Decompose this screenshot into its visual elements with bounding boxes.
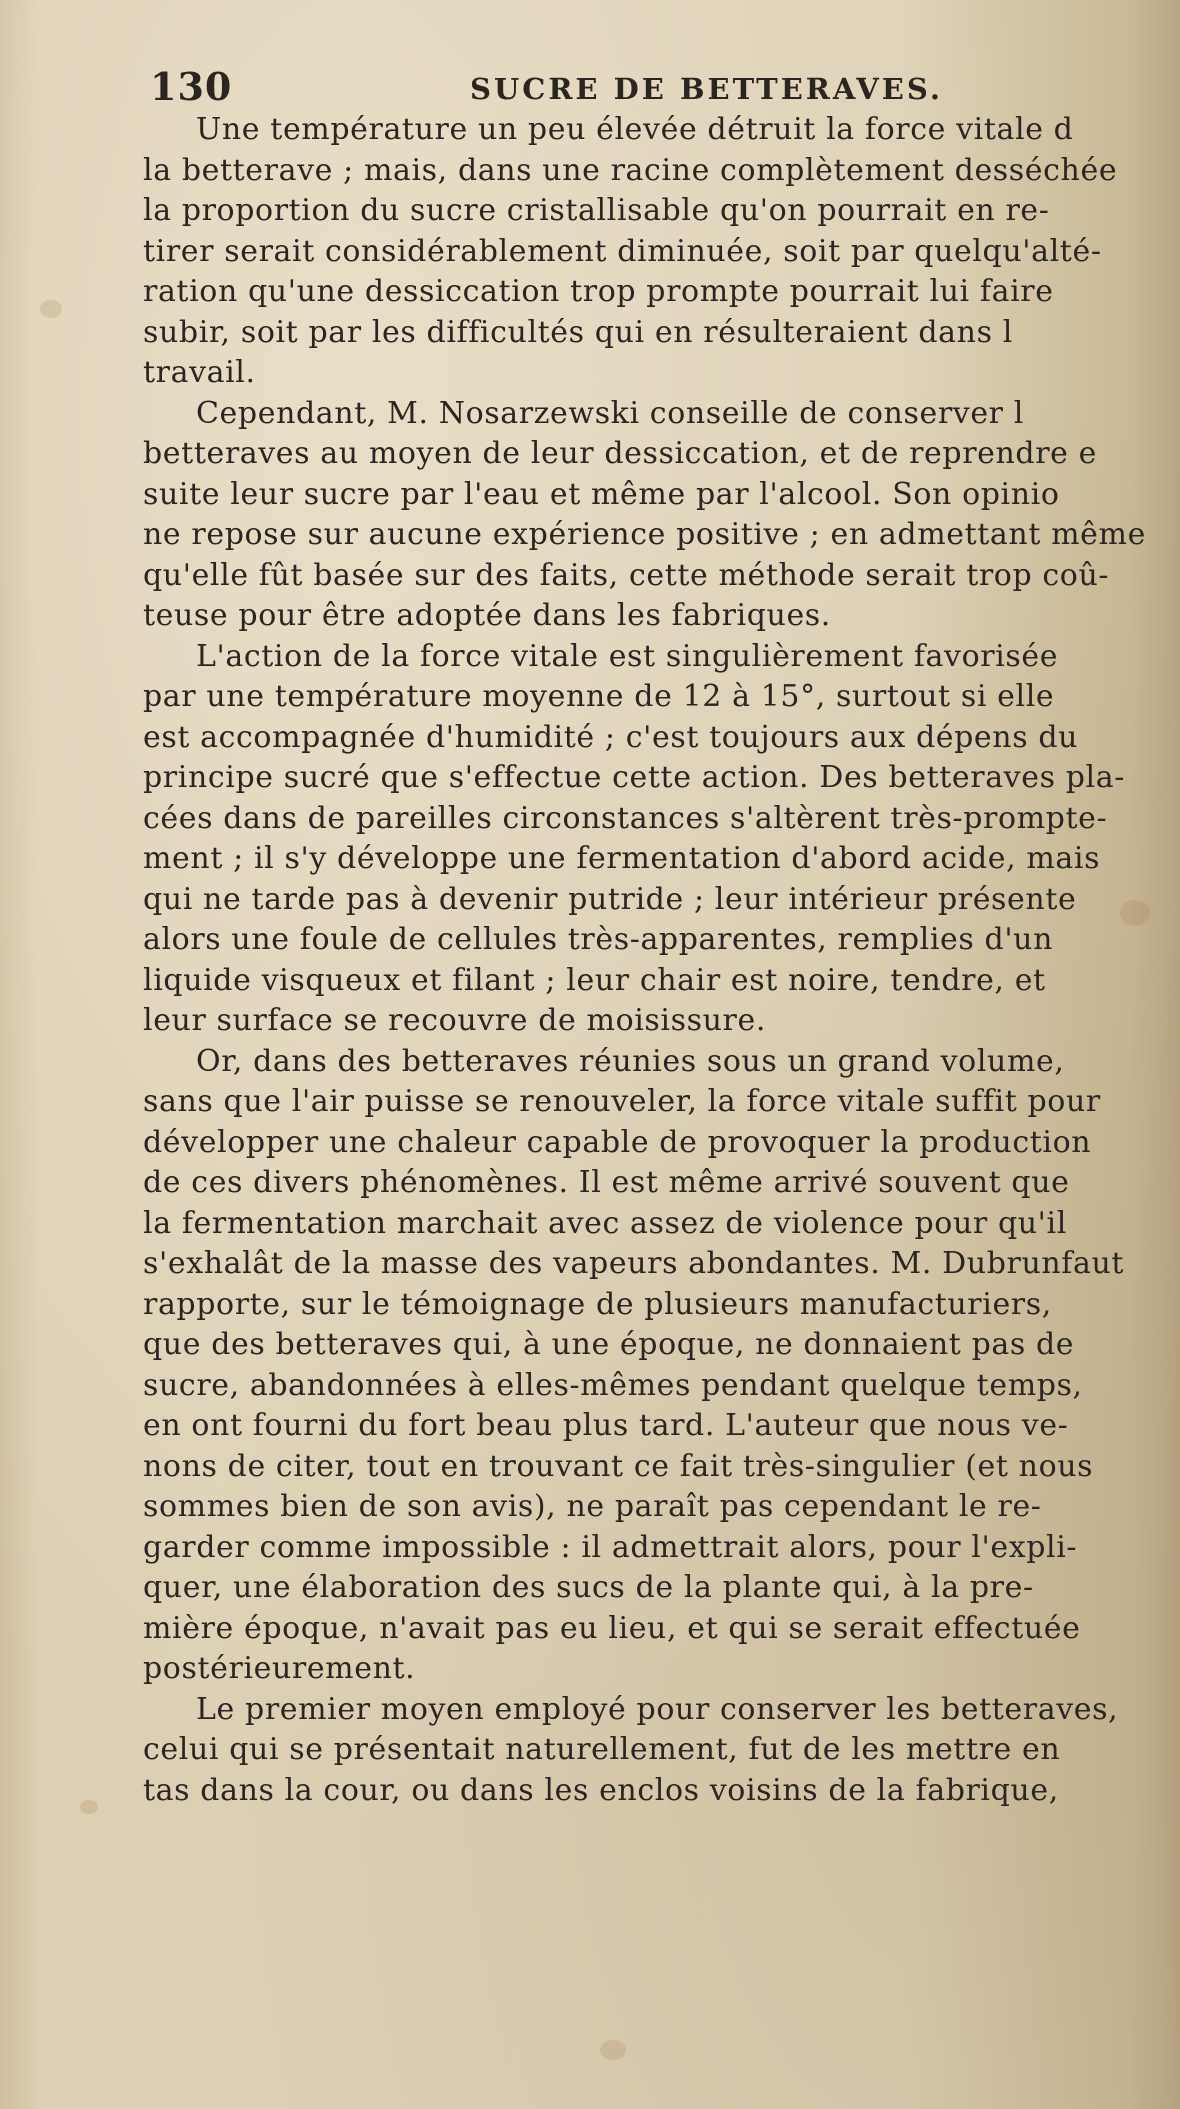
text-line: la betterave ; mais, dans une racine complètement desséchée (143, 152, 1118, 188)
text-line: ne repose sur aucune expérience positive ; en admettant même (143, 517, 1146, 552)
text-line: Une température un peu élevée détruit la force vitale d (196, 112, 1074, 147)
text-line: alors une foule de cellules très-apparentes, remplies d'un (143, 922, 1054, 957)
text-line: principe sucré que s'effectue cette action. Des betteraves pla- (143, 760, 1125, 795)
page-header (140, 64, 980, 110)
text-line: s'exhalât de la masse des vapeurs abondantes. M. Dubrunfaut (143, 1246, 1125, 1281)
text-line: cées dans de pareilles circonstances s'altèrent très-prompte- (143, 800, 1108, 836)
text-line: est accompagnée d'humidité ; c'est toujours aux dépens du (143, 719, 1079, 755)
text-line: subir, soit par les difficultés qui en résulteraient dans l (143, 314, 1013, 350)
text-line: Le premier moyen employé pour conserver les betteraves, (196, 1691, 1119, 1727)
text-line: qui ne tarde pas à devenir putride ; leur intérieur présente (143, 881, 1077, 917)
text-line: teuse pour être adoptée dans les fabriques. (143, 598, 831, 633)
text-line: quer, une élaboration des sucs de la plante qui, à la pre- (143, 1570, 1034, 1605)
paper-stain (80, 1800, 98, 1814)
text-line: sucre, abandonnées à elles-mêmes pendant quelque temps, (143, 1367, 1083, 1403)
text-line: liquide visqueux et filant ; leur chair est noire, tendre, et (143, 962, 1046, 998)
text-line: tirer serait considérablement diminuée, soit par quelqu'alté- (143, 233, 1102, 269)
text-line: travail. (143, 355, 256, 390)
text-line: nons de citer, tout en trouvant ce fait très-singulier (et nous (143, 1448, 1094, 1484)
text-line: rapporte, sur le témoignage de plusieurs manufacturiers, (143, 1286, 1052, 1322)
page-number: 130 (150, 64, 233, 109)
text-line: en ont fourni du fort beau plus tard. L'auteur que nous ve- (143, 1408, 1069, 1443)
text-line: Cependant, M. Nosarzewski conseille de conserver l (196, 395, 1024, 431)
text-line: tas dans la cour, ou dans les enclos voisins de la fabrique, (143, 1772, 1059, 1808)
text-line: garder comme impossible : il admettrait alors, pour l'expli- (143, 1529, 1078, 1565)
text-line: de ces divers phénomènes. Il est même arrivé souvent que (143, 1165, 1070, 1200)
text-line: betteraves au moyen de leur dessiccation, et de reprendre e (143, 436, 1098, 471)
text-line: sans que l'air puisse se renouveler, la force vitale suffit pour (143, 1084, 1101, 1119)
text-line: qu'elle fût basée sur des faits, cette méthode serait trop coû- (143, 557, 1110, 593)
text-line: suite leur sucre par l'eau et même par l'alcool. Son opinio (143, 476, 1060, 512)
text-line: la fermentation marchait avec assez de violence pour qu'il (143, 1205, 1067, 1241)
body-text (143, 110, 1175, 1811)
text-line: la proportion du sucre cristallisable qu'on pourrait en re- (143, 193, 1050, 228)
text-line: ment ; il s'y développe une fermentation d'abord acide, mais (143, 841, 1101, 876)
text-line: mière époque, n'avait pas eu lieu, et qui se serait effectuée (143, 1610, 1081, 1646)
paper-stain (40, 300, 62, 318)
running-title: SUCRE DE BETTERAVES. (470, 72, 943, 106)
text-line: développer une chaleur capable de provoquer la production (143, 1124, 1092, 1160)
text-line: ration qu'une dessiccation trop prompte pourrait lui faire (143, 274, 1054, 309)
text-line: L'action de la force vitale est singulièrement favorisée (196, 638, 1059, 674)
text-line: par une température moyenne de 12 à 15°, surtout si elle (143, 679, 1055, 714)
text-line: postérieurement. (143, 1651, 416, 1686)
text-line: que des betteraves qui, à une époque, ne donnaient pas de (143, 1327, 1075, 1362)
text-line: Or, dans des betteraves réunies sous un grand volume, (196, 1043, 1065, 1079)
text-line: leur surface se recouvre de moisissure. (143, 1003, 766, 1038)
text-line: celui qui se présentait naturellement, fut de les mettre en (143, 1732, 1061, 1767)
text-line: sommes bien de son avis), ne paraît pas cependant le re- (143, 1489, 1042, 1524)
paper-stain (600, 2040, 626, 2060)
